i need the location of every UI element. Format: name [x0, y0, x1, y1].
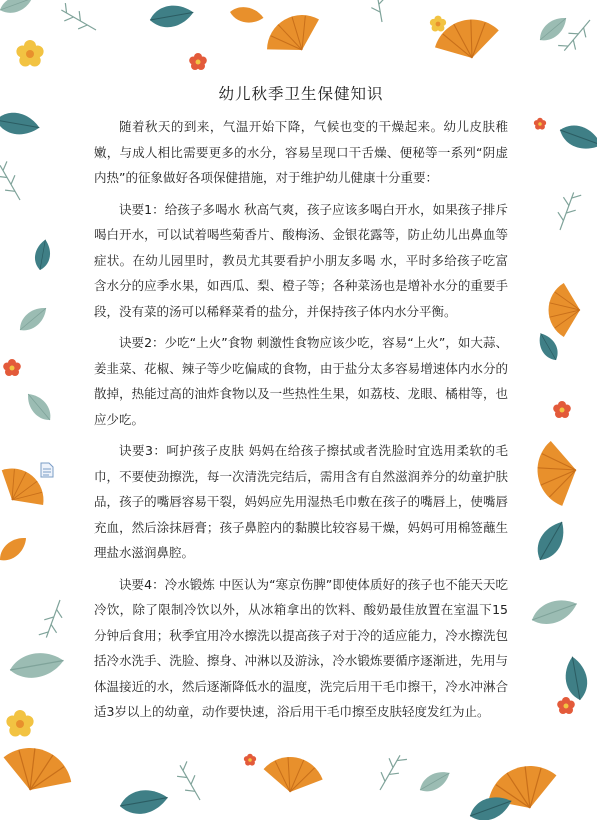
section-paragraph-4: 诀要4：冷水锻炼 中医认为“寒京伤脾”即使体质好的孩子也不能天天吃冷饮，除了限制冷饮以外，从冰箱拿出的饮料、酸奶最佳放置在室温下15分钟后食用；秋季宜用冷水擦洗以提高孩子对于冷的适应能力，冷水擦洗包括冷水洗手、洗脸、擦身、冲淋以及游泳，冷水锻炼要循序逐渐进，先用与体温接近的水，然后逐渐降低水的温度，洗完后用干毛巾擦干，冷水冲淋合适3岁以上的幼童，动作要快速，浴后用干毛巾擦至皮肤轻度发红为止。	[94, 576, 508, 719]
document-title: 幼儿秋季卫生保健知识	[218, 85, 384, 103]
intro-paragraph: 随着秋天的到来，气温开始下降，气候也变的干燥起来。幼儿皮肤稚嫩，与成人相比需要更多的水分，容易呈现口干舌燥、便秘等一系列“阴虚内热”的征象做好各项保健措施，对于维护幼儿健康十分重要：	[94, 119, 508, 185]
section-paragraph-1: 诀要1：给孩子多喝水 秋高气爽，孩子应该多喝白开水，如果孩子排斥喝白开水，可以试着喝些菊香片、酸梅汤、金银花露等，防止幼儿出鼻血等症状。在幼儿园里时，教员尤其要看护小朋友多喝 水，平时多给孩子吃富含水分的应季水果，如西瓜、梨、橙子等；各种菜汤也是增补水分的重要手段，没有菜的汤可以稀释菜肴的盐分，并保持孩子体内水分平衡。	[94, 201, 508, 319]
document-icon[interactable]	[40, 462, 54, 478]
section-paragraph-2: 诀要2：少吃“上火”食物 刺激性食物应该少吃，容易“上火”，如大蒜、姜韭菜、花椒、辣子等少吃偏咸的食物，由于盐分太多容易增速体内水分的散掉，热能过高的油炸食物以及一些热性生果，如荔枝、龙眼、橘柑等，也应少吃。	[94, 335, 508, 427]
document-body	[94, 82, 508, 725]
section-paragraph-3: 诀要3：呵护孩子皮肤 妈妈在给孩子擦拭或者洗脸时宜选用柔软的毛巾，不要使劲擦洗，每一次清洗完结后，需用含有自然滋润养分的幼童护肤品，孩子的嘴唇容易干裂，妈妈应先用湿热毛巾敷在孩子的嘴唇上，使嘴唇充血，然后涂抹唇膏；孩子鼻腔内的黏膜比较容易干燥，妈妈可用棉签蘸生理盐水滋润鼻腔。	[94, 443, 508, 560]
